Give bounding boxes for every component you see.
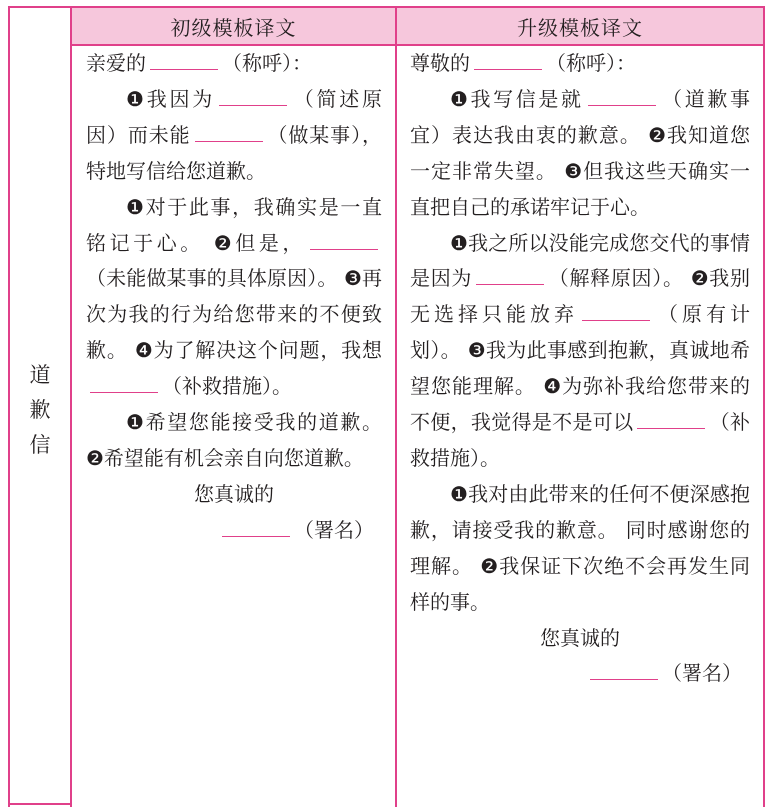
paragraph-greet — [410, 46, 750, 82]
paragraph-text: ❶我对由此带来的任何不便深感抱歉，请接受我的歉意。 同时感谢您的理解。 ❷我保证下次绝不会再发生同样的事。 — [410, 481, 750, 614]
column-divider-middle — [395, 8, 397, 807]
paragraph-text: （未能做某事的具体原因）。 ❸再次为我的行为给您带来的不便致歉。 ❹为了解决这个问题，我想 — [86, 266, 382, 363]
paragraph-p1 — [410, 82, 750, 226]
paragraph-text: 亲爱的 — [86, 51, 146, 75]
paragraph-text: （称呼）： — [222, 51, 312, 75]
header-basic — [72, 8, 395, 44]
signature-label: （署名） — [662, 661, 742, 686]
paragraph-text: （原有计划）。 ❸我为此事感到抱歉，真诚地希望您能理解。 ❹为弥补我给您带来的不便，我觉得是不是可以 — [410, 302, 750, 435]
paragraph-text: （简述原因）而未能 — [86, 86, 382, 147]
paragraph-text: （补救措施）。 — [410, 410, 751, 470]
fill-in-blank — [219, 83, 287, 106]
fill-in-blank — [588, 83, 656, 106]
fill-in-blank — [195, 119, 263, 142]
fill-in-blank — [474, 47, 542, 70]
column-divider-left — [70, 8, 72, 807]
paragraph-text: ❶希望您能接受我的道歉。 ❷希望能有机会亲自向您道歉。 — [86, 410, 382, 470]
paragraph-text: （做某事），特地写信给您道歉。 — [86, 122, 383, 183]
signature-line — [86, 513, 382, 549]
paragraph-text: （称呼）： — [546, 51, 636, 75]
row-label-char: 道 — [29, 363, 51, 387]
paragraph-text: （道歉事宜）表达我由衷的歉意。 ❷我知道您一定非常失望。 ❸但我这些天确实一直把自己的承诺牢记于心。 — [410, 86, 751, 219]
paragraph-p1 — [86, 82, 382, 190]
row-bottom-border — [10, 803, 72, 805]
paragraph-text: ❶对于此事，我确实是一直铭记于心。 ❷但是， — [86, 194, 382, 255]
fill-in-blank — [310, 227, 378, 250]
paragraph-p3 — [410, 477, 750, 621]
paragraph-text: 尊敬的 — [410, 51, 470, 75]
header-basic-label: 初级模板译文 — [170, 15, 297, 40]
closing-line: 您真诚的 — [194, 481, 274, 506]
closing-line: 您真诚的 — [540, 625, 620, 650]
paragraph-text: （补救措施）。 — [162, 374, 292, 399]
row-label-apology-letter — [10, 358, 70, 463]
row-label-char: 歉 — [29, 398, 51, 422]
basic-template-text — [86, 46, 382, 549]
row-label-char: 信 — [29, 433, 51, 457]
paragraph-p2 — [86, 190, 382, 405]
fill-in-blank — [90, 370, 158, 393]
fill-in-blank — [637, 406, 705, 429]
fill-in-blank — [590, 657, 658, 680]
paragraph-text: ❶我因为 — [126, 86, 215, 111]
paragraph-text: ❶我写信是就 — [450, 86, 584, 111]
signature-line — [410, 656, 750, 692]
fill-in-blank — [222, 514, 290, 537]
advanced-template-text — [410, 46, 750, 692]
template-table — [8, 6, 765, 807]
fill-in-blank — [476, 262, 544, 285]
paragraph-text: ❶我之所以没能完成您交代的事情是因为 — [410, 230, 750, 291]
signature-label: （署名） — [294, 517, 374, 542]
paragraph-text: （解释原因）。 ❷我别无选择只能放弃 — [410, 266, 751, 327]
fill-in-blank — [150, 47, 218, 70]
header-advanced — [397, 8, 763, 44]
header-advanced-label: 升级模板译文 — [517, 15, 643, 40]
fill-in-blank — [582, 298, 650, 321]
paragraph-p3 — [86, 405, 382, 477]
paragraph-p2 — [410, 226, 750, 477]
paragraph-greet — [86, 46, 382, 82]
